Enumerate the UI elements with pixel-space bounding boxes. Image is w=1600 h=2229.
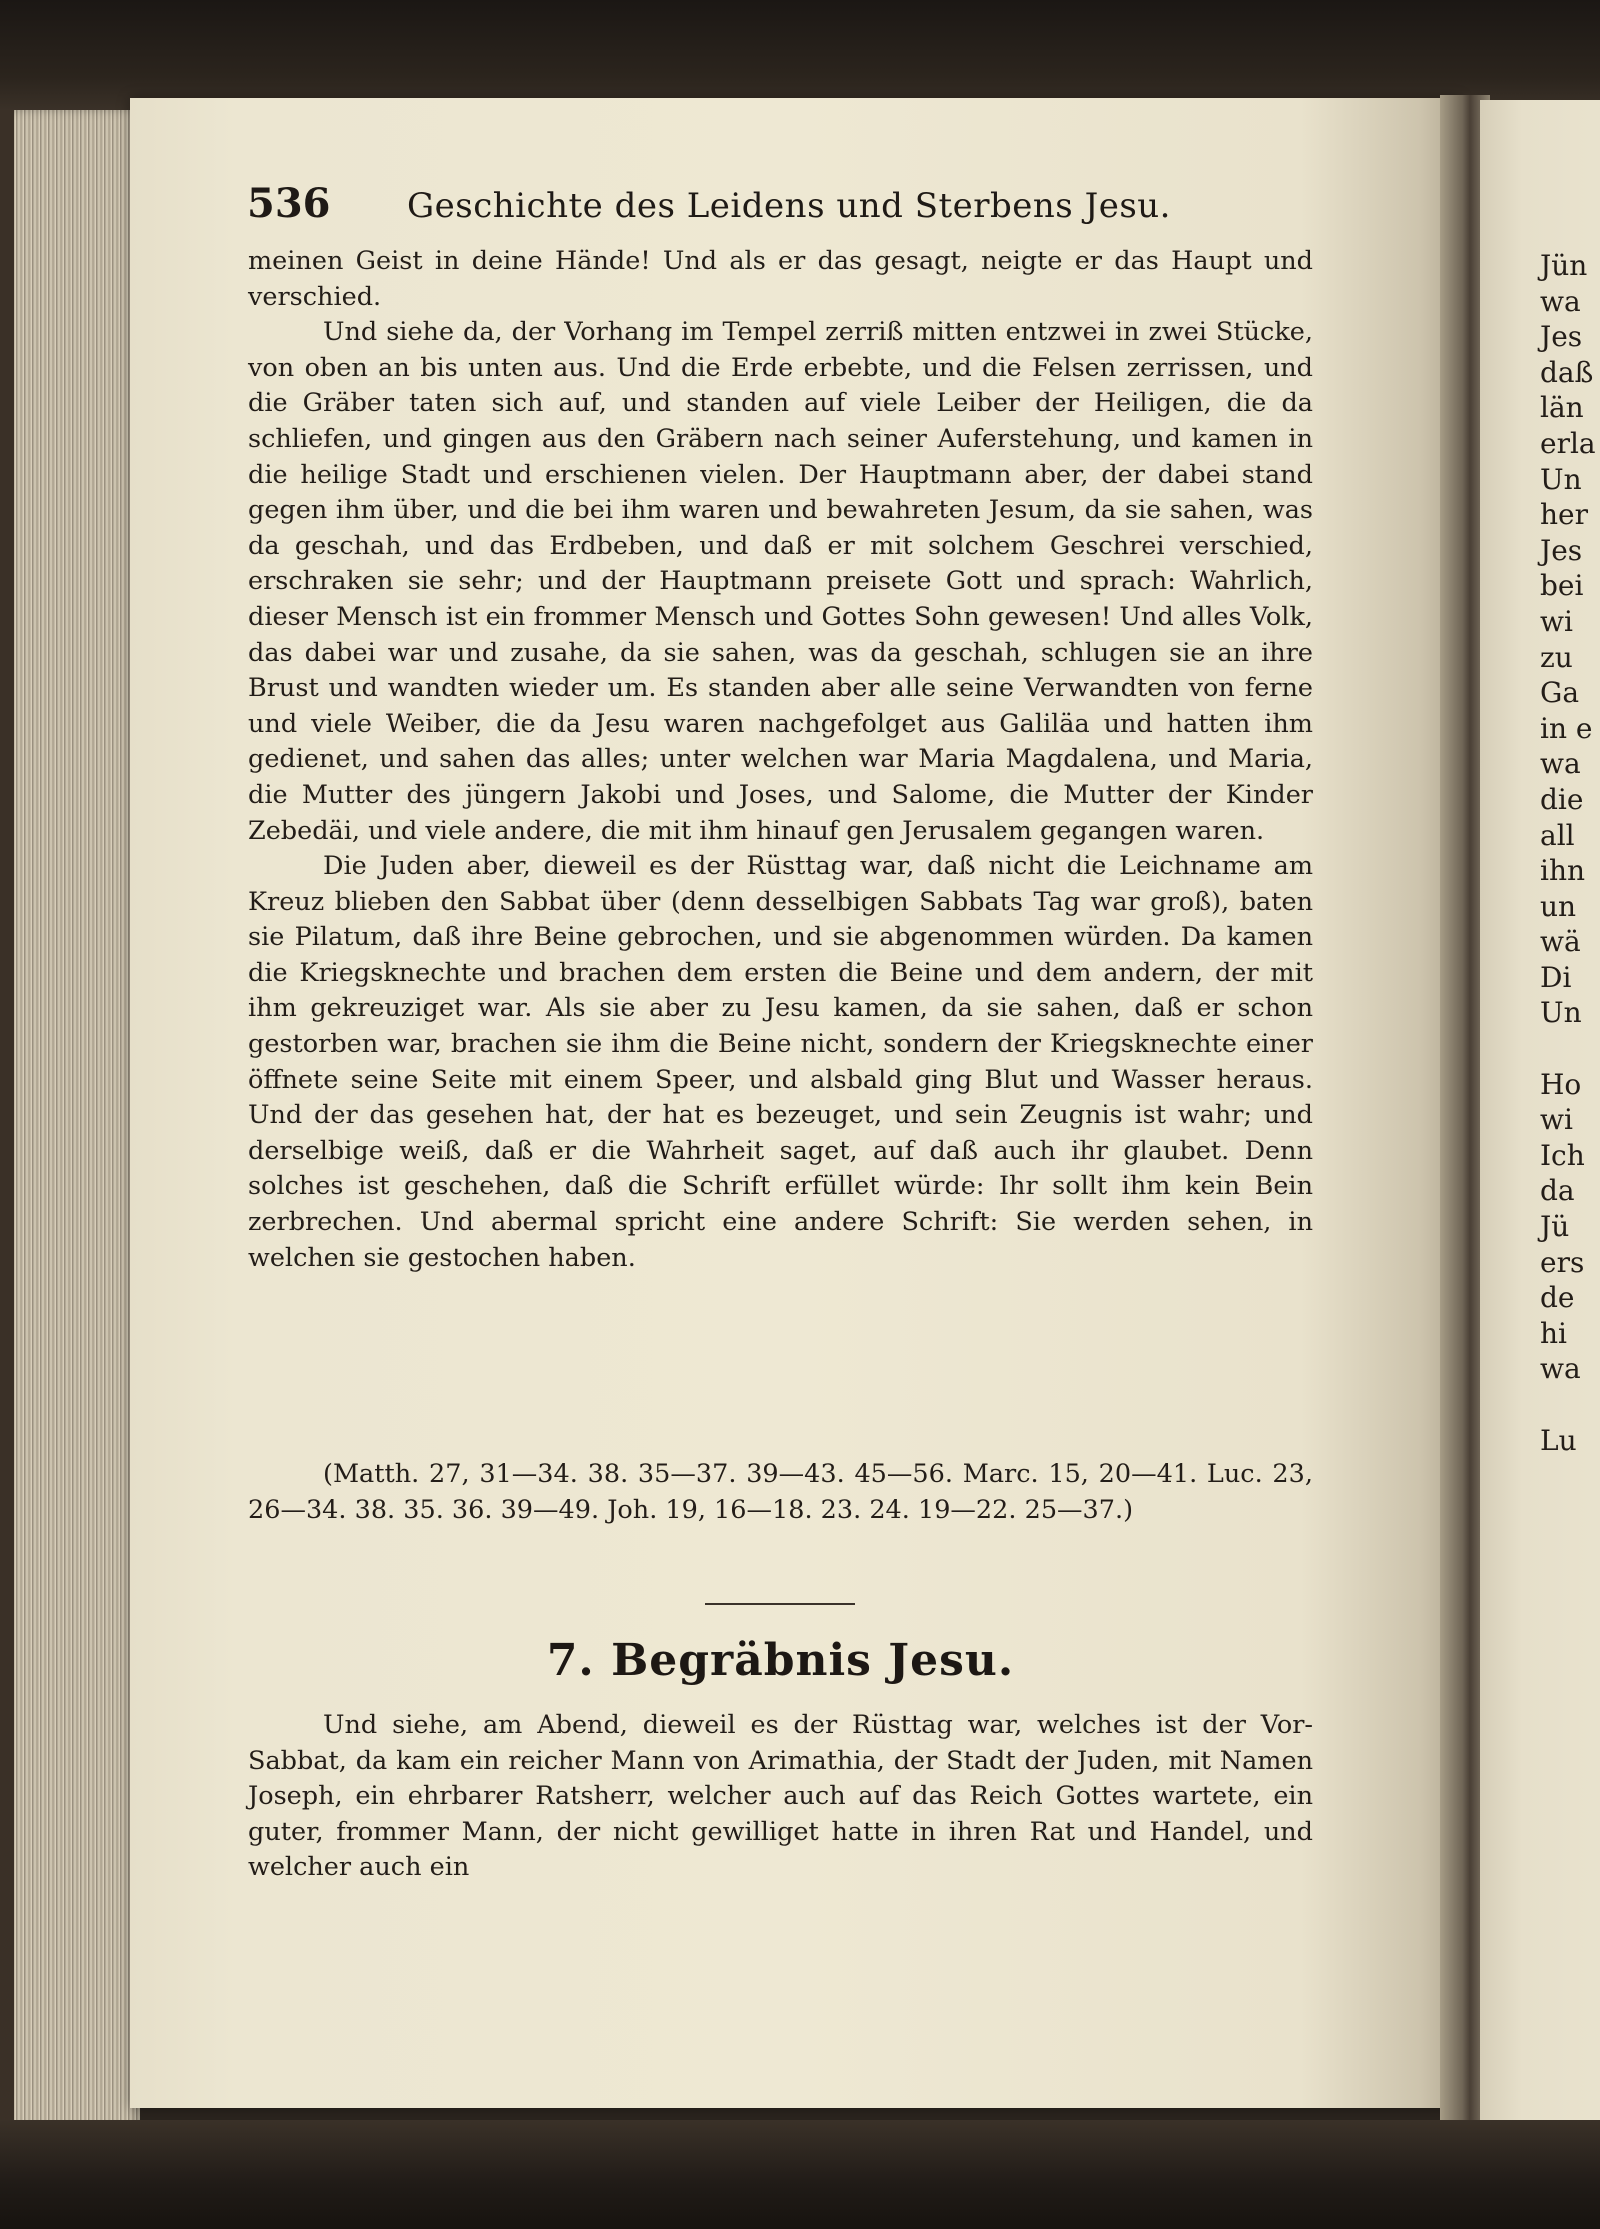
book-cover-bottom xyxy=(0,2120,1600,2229)
facing-line: daß xyxy=(1540,355,1594,389)
facing-line xyxy=(1540,1031,1600,1067)
running-title: Geschichte des Leidens und Sterbens Jesu. xyxy=(407,186,1171,226)
facing-line: Un xyxy=(1540,996,1582,1030)
paragraph: meinen Geist in deine Hände! Und als er das gesagt, neigte er das Haupt und verschied. xyxy=(248,246,1313,312)
facing-line: wa xyxy=(1540,1352,1581,1386)
facing-line: un xyxy=(1540,889,1577,923)
book-cover-left xyxy=(0,110,14,2130)
facing-line: wä xyxy=(1540,925,1581,959)
facing-line: all xyxy=(1540,818,1575,852)
facing-line: län xyxy=(1540,391,1584,425)
section-heading: 7. Begräbnis Jesu. xyxy=(546,1635,1015,1686)
facing-line: Ho xyxy=(1540,1067,1582,1101)
section-divider xyxy=(705,1603,855,1605)
facing-line: wi xyxy=(1540,604,1573,638)
scripture-references: (Matth. 27, 31—34. 38. 35—37. 39—43. 45—56. Marc. 15, 20—41. Luc. 23, 26—34. 38. 35. 36. 39—49. Joh. 19, 16—18. 23. 24. 19—22. 25—37.) xyxy=(248,1459,1313,1525)
facing-line: wi xyxy=(1540,1103,1573,1137)
facing-line: erla xyxy=(1540,426,1596,460)
section-text xyxy=(248,1708,1313,1886)
paragraph: Und siehe, am Abend, dieweil es der Rüsttag war, welches ist der Vor-Sabbat, da kam ein reicher Mann von Arimathia, der Stadt der Juden, mit Namen Joseph, ein ehrbarer Ratsherr, welcher auch auf das Reich Gottes wartete, ein guter, frommer Mann, der nicht gewilliget hatte in ihren Rat und Handel, und welcher auch ein xyxy=(248,1710,1313,1883)
facing-page-text xyxy=(1540,248,1600,1458)
page-header xyxy=(247,180,1307,236)
facing-line: her xyxy=(1540,498,1588,532)
facing-line: Ich xyxy=(1540,1138,1585,1172)
facing-line: ihn xyxy=(1540,854,1586,888)
body-text xyxy=(248,244,1313,1276)
page-number: 536 xyxy=(247,180,331,227)
facing-line: zu xyxy=(1540,640,1573,674)
facing-line: Ga xyxy=(1540,676,1580,710)
facing-line: Jün xyxy=(1540,249,1588,282)
facing-line: da xyxy=(1540,1174,1575,1208)
facing-line: ers xyxy=(1540,1245,1585,1279)
facing-line: Lu xyxy=(1540,1423,1577,1457)
facing-line: in e xyxy=(1540,711,1593,745)
facing-line xyxy=(1540,1387,1600,1423)
book-cover-top xyxy=(0,0,1600,110)
facing-line: wa xyxy=(1540,747,1581,781)
facing-line: Jü xyxy=(1540,1210,1570,1244)
facing-line: Di xyxy=(1540,960,1572,994)
paragraph: Die Juden aber, dieweil es der Rüsttag war, daß nicht die Leichname am Kreuz blieben den Sabbat über (denn desselbigen Sabbats Tag war groß), baten sie Pilatum, daß ihre Beine gebrochen, und sie abgenommen würden. Da kamen die Kriegsknechte und brachen dem ersten die Beine und dem andern, der mit ihm gekreuziget war. Als sie aber zu Jesu kamen, da sie sahen, daß er schon gestorben war, brachen sie ihm die Beine nicht, sondern der Kriegsknechte einer öffnete seine Seite mit einem Speer, und alsbald ging Blut und Wasser heraus. Und der das gesehen hat, der hat es bezeuget, und sein Zeugnis ist wahr; und derselbige weiß, daß er die Wahrheit saget, auf daß auch ihr glaubet. Denn solches ist geschehen, daß die Schrift erfüllet würde: Ihr sollt ihm kein Bein zerbrechen. Und abermal spricht eine andere Schrift: Sie werden sehen, in welchen sie gestochen haben. xyxy=(248,851,1313,1273)
paragraph: Und siehe da, der Vorhang im Tempel zerriß mitten entzwei in zwei Stücke, von oben an bis unten aus. Und die Erde erbebte, und die Felsen zerrissen, und die Gräber taten sich auf, und standen auf viele Leiber der Heiligen, die da schliefen, und gingen aus den Gräbern nach seiner Auferstehung, und kamen in die heilige Stadt und erschienen vielen. Der Hauptmann aber, der dabei stand gegen ihm über, und die bei ihm waren und bewahreten Jesum, da sie sahen, was da geschah, und das Erdbeben, und daß er mit solchem Geschrei verschied, erschraken sie sehr; und der Hauptmann preisete Gott und sprach: Wahrlich, dieser Mensch ist ein frommer Mensch und Gottes Sohn gewesen! Und alles Volk, das dabei war und zusahe, da sie sahen, was da geschah, schlugen sie an ihre Brust und wandten wieder um. Es standen aber alle seine Verwandten von ferne und viele Weiber, die da Jesu waren nachgefolget aus Galiläa und hatten ihm gedienet, und sahen das alles; unter welchen war Maria Magdalena, und Maria, die Mutter des jüngern Jakobi und Joses, und Salome, die Mutter der Kinder Zebedäi, und viele andere, die mit ihm hinauf gen Jerusalem gegangen waren. xyxy=(248,317,1313,846)
facing-line: Jes xyxy=(1540,533,1583,567)
facing-line: Un xyxy=(1540,462,1582,496)
facing-line: bei xyxy=(1540,569,1584,603)
facing-line: hi xyxy=(1540,1316,1567,1350)
page-edges-left xyxy=(0,110,140,2130)
facing-line: wa xyxy=(1540,284,1581,318)
facing-line: de xyxy=(1540,1281,1575,1315)
facing-line: Jes xyxy=(1540,320,1583,354)
facing-line: die xyxy=(1540,782,1584,816)
